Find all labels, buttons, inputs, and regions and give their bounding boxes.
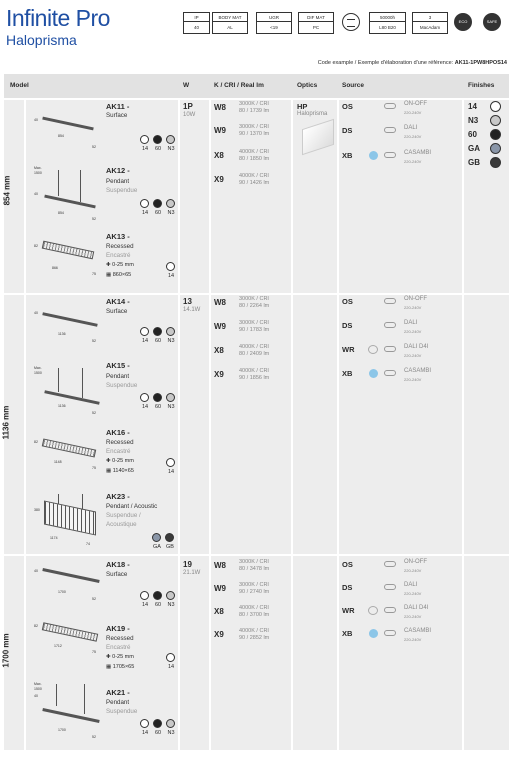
finish-dot-60: [153, 199, 162, 208]
source-code: OS: [342, 560, 353, 569]
casambi-hand-icon: [384, 152, 396, 158]
dali-d4i-hand-icon: [384, 607, 396, 613]
finish-dot-14: [140, 591, 149, 600]
spec-macadam: 3 MacAdam: [412, 12, 448, 34]
switch-icon: [384, 298, 396, 304]
model-code: AK13 -: [106, 232, 130, 241]
source-code: WR: [342, 606, 355, 615]
k-spec: 3000K / CRI 80 / 2264 lm: [239, 296, 270, 309]
source-code: OS: [342, 297, 353, 306]
k-spec: 4000K / CRI 80 / 3700 lm: [239, 605, 270, 618]
cutout-size: ▦ 1705×65: [106, 664, 135, 670]
col-optics: Optics: [297, 82, 318, 89]
finish-label: GB: [468, 158, 480, 167]
model-type: Pendant / Acoustic: [106, 503, 158, 510]
recess-depth: ✚ 0-25 mm: [106, 262, 134, 268]
source-code: DS: [342, 321, 353, 330]
code-example: Code example / Exemple d'élaboration d'une référence: AK11-1PW8HPOS14: [317, 60, 507, 66]
model-type: Pendant: [106, 373, 130, 380]
k-spec: 3000K / CRI 80 / 3478 lm: [239, 559, 270, 572]
pendant-drawing: Max. 1500 40 854 52: [34, 166, 96, 221]
wattage-code: 19: [183, 560, 192, 569]
finish-dot-14: [166, 653, 175, 662]
model-type-fr: Acoustique: [106, 521, 137, 528]
col-model: Model: [10, 82, 29, 89]
spec-ugr: UGR <19: [256, 12, 292, 34]
source-name: DALI: [404, 320, 418, 326]
finish-swatch: [490, 157, 501, 168]
recessed-drawing: 82 1148 75: [34, 440, 96, 470]
k-spec: 3000K / CRI 90 / 1783 lm: [239, 320, 270, 333]
source-voltage: 220-240V: [404, 159, 422, 164]
k-code: X8: [214, 151, 224, 160]
optics-name: Haloprisma: [297, 111, 328, 117]
finish-swatch: [490, 115, 501, 126]
wattage-real: 14.1W: [183, 307, 201, 313]
k-code: W9: [214, 322, 226, 331]
finish-dot-14: [140, 327, 149, 336]
model-type: Surface: [106, 308, 128, 315]
model-code: AK19 -: [106, 624, 130, 633]
surface-drawing: 40 854 52: [34, 118, 96, 149]
model-code: AK18 -: [106, 560, 130, 569]
k-code: X9: [214, 370, 224, 379]
k-spec: 4000K / CRI 90 / 2852 lm: [239, 628, 270, 641]
finish-label: GA: [468, 144, 480, 153]
surface-drawing: 40 1700 52: [34, 566, 98, 602]
finish-dot-60: [153, 393, 162, 402]
finish-dot-60: [153, 327, 162, 336]
source-voltage: 220-240V: [404, 637, 422, 642]
source-code: WR: [342, 345, 355, 354]
surface-drawing: 40 1136 52: [34, 311, 96, 343]
source-name: DALI D4I: [404, 605, 429, 611]
finish-dot-60: [153, 719, 162, 728]
wattage-real: 10W: [183, 112, 196, 118]
model-type: Surface: [106, 571, 128, 578]
dali-icon: [384, 127, 396, 133]
source-name: ON-OFF: [404, 296, 427, 302]
k-code: X9: [214, 175, 224, 184]
finish-swatch: [490, 101, 501, 112]
finish-dot-n3: [166, 135, 175, 144]
size-label: 1136 mm: [1, 405, 11, 440]
source-voltage: 220-240V: [404, 305, 422, 310]
finish-swatch: [490, 143, 501, 154]
recess-depth: ✚ 0-25 mm: [106, 654, 134, 660]
finish-dot-60: [153, 591, 162, 600]
source-code: XB: [342, 151, 353, 160]
casambi-icon: [369, 151, 378, 160]
k-spec: 3000K / CRI 80 / 1739 lm: [239, 101, 270, 114]
eco-badge-icon: ECO: [454, 13, 472, 31]
finish-dot-n3: [166, 591, 175, 600]
k-code: X8: [214, 346, 224, 355]
model-type: Pendant: [106, 699, 130, 706]
product-title: Infinite Pro: [6, 5, 110, 31]
k-spec: 4000K / CRI 90 / 1426 lm: [239, 173, 270, 186]
finish-label: N3: [468, 116, 479, 125]
model-code: AK14 -: [106, 297, 130, 306]
source-voltage: 220-240V: [404, 353, 422, 358]
source-voltage: 220-240V: [404, 568, 422, 573]
source-name: CASAMBI: [404, 368, 432, 374]
recess-depth: ✚ 0-25 mm: [106, 458, 134, 464]
cutout-size: ▦ 860×65: [106, 272, 132, 278]
finish-label: 14: [468, 102, 477, 111]
col-finishes: Finishes: [468, 82, 495, 89]
model-type-fr: Suspendue /: [106, 512, 141, 519]
source-voltage: 220-240V: [404, 614, 422, 619]
source-name: ON-OFF: [404, 101, 427, 107]
source-code: OS: [342, 102, 353, 111]
k-spec: 4000K / CRI 90 / 1856 lm: [239, 368, 270, 381]
model-code: AK12 -: [106, 166, 130, 175]
finish-dot-n3: [166, 199, 175, 208]
model-code: AK15 -: [106, 361, 130, 370]
recessed-drawing: 82 1712 75: [34, 620, 98, 656]
spec-dif-mat: DIF MAT PC: [298, 12, 334, 34]
source-code: XB: [342, 369, 353, 378]
k-code: W9: [214, 126, 226, 135]
finish-dot-ga: [152, 533, 161, 542]
dali-icon: [384, 322, 396, 328]
col-k: K / CRI / Real lm: [214, 82, 264, 89]
spec-ip: IP 40: [183, 12, 210, 34]
finish-dot-14: [140, 199, 149, 208]
source-code: DS: [342, 126, 353, 135]
wattage-code: 13: [183, 297, 192, 306]
model-type-fr: Encastré: [106, 252, 131, 259]
dali-icon: [384, 584, 396, 590]
source-name: DALI: [404, 125, 418, 131]
model-type-fr: Suspendue: [106, 382, 138, 389]
model-type-fr: Suspendue: [106, 187, 138, 194]
model-type-fr: Encastré: [106, 644, 131, 651]
k-code: W9: [214, 584, 226, 593]
finish-dot-n3: [166, 327, 175, 336]
wattage-code: 1P: [183, 102, 193, 111]
col-source: Source: [342, 82, 365, 89]
finish-dot-n3: [166, 393, 175, 402]
k-code: W8: [214, 103, 226, 112]
model-type: Surface: [106, 112, 128, 119]
k-spec: 4000K / CRI 80 / 1850 lm: [239, 149, 270, 162]
source-name: DALI D4I: [404, 344, 429, 350]
k-code: X8: [214, 607, 224, 616]
casambi-icon: [369, 629, 378, 638]
casambi-hand-icon: [384, 630, 396, 636]
source-voltage: 220-240V: [404, 591, 422, 596]
model-type: Recessed: [106, 243, 134, 250]
switch-icon: [384, 561, 396, 567]
finish-dot-14: [140, 719, 149, 728]
size-label: 854 mm: [2, 175, 12, 206]
source-name: CASAMBI: [404, 628, 432, 634]
source-name: DALI: [404, 582, 418, 588]
casambi-hand-icon: [384, 370, 396, 376]
dali-d4i-hand-icon: [384, 346, 396, 352]
switch-icon: [384, 103, 396, 109]
finish-dot-gb: [165, 533, 174, 542]
source-code: XB: [342, 629, 353, 638]
spec-body-mat: BODY MAT AL: [212, 12, 248, 34]
size-label: 1700 mm: [1, 633, 11, 668]
dali-d4i-icon: [368, 606, 378, 615]
finish-dot-14: [166, 262, 175, 271]
wattage-real: 21.1W: [183, 570, 201, 576]
casambi-icon: [369, 369, 378, 378]
model-type: Pendant: [106, 178, 130, 185]
recessed-drawing: 82 866 75: [34, 240, 98, 280]
k-code: W8: [214, 561, 226, 570]
pendant-drawing: Max. 1500 40 1700 52: [34, 682, 98, 744]
dali-d4i-icon: [368, 345, 378, 354]
model-code: AK11 -: [106, 102, 130, 111]
optics-code: HP: [297, 102, 308, 111]
k-spec: 3000K / CRI 90 / 2740 lm: [239, 582, 270, 595]
cutout-size: ▦ 1140×65: [106, 468, 134, 474]
source-voltage: 220-240V: [404, 377, 422, 382]
model-type: Recessed: [106, 439, 134, 446]
source-voltage: 220-240V: [404, 110, 422, 115]
finish-dot-14: [166, 458, 175, 467]
k-code: W8: [214, 298, 226, 307]
acoustic-drawing: 380 1174 74: [34, 492, 98, 548]
col-w: W: [183, 82, 190, 89]
k-spec: 3000K / CRI 90 / 1370 lm: [239, 124, 270, 137]
source-name: ON-OFF: [404, 559, 427, 565]
finish-label: 60: [468, 130, 477, 139]
k-spec: 4000K / CRI 80 / 2409 lm: [239, 344, 270, 357]
finish-dot-14: [140, 135, 149, 144]
source-code: DS: [342, 583, 353, 592]
safety-badge-icon: SAFE: [483, 13, 501, 31]
product-subtitle: Haloprisma: [6, 32, 77, 48]
k-code: X9: [214, 630, 224, 639]
model-code: AK23 -: [106, 492, 130, 501]
model-type-fr: Encastré: [106, 448, 131, 455]
pendant-drawing: Max. 1500 1136 52: [34, 366, 98, 410]
source-name: CASAMBI: [404, 150, 432, 156]
source-voltage: 220-240V: [404, 329, 422, 334]
finish-dot-60: [153, 135, 162, 144]
model-type-fr: Suspendue: [106, 708, 138, 715]
finish-dot-n3: [166, 719, 175, 728]
model-code: AK21 -: [106, 688, 130, 697]
source-voltage: 220-240V: [404, 134, 422, 139]
ground-icon: [342, 13, 360, 31]
model-code: AK16 -: [106, 428, 130, 437]
model-type: Recessed: [106, 635, 134, 642]
finish-dot-14: [140, 393, 149, 402]
finish-swatch: [490, 129, 501, 140]
spec-lifetime: 50000h L80 B20: [369, 12, 406, 34]
